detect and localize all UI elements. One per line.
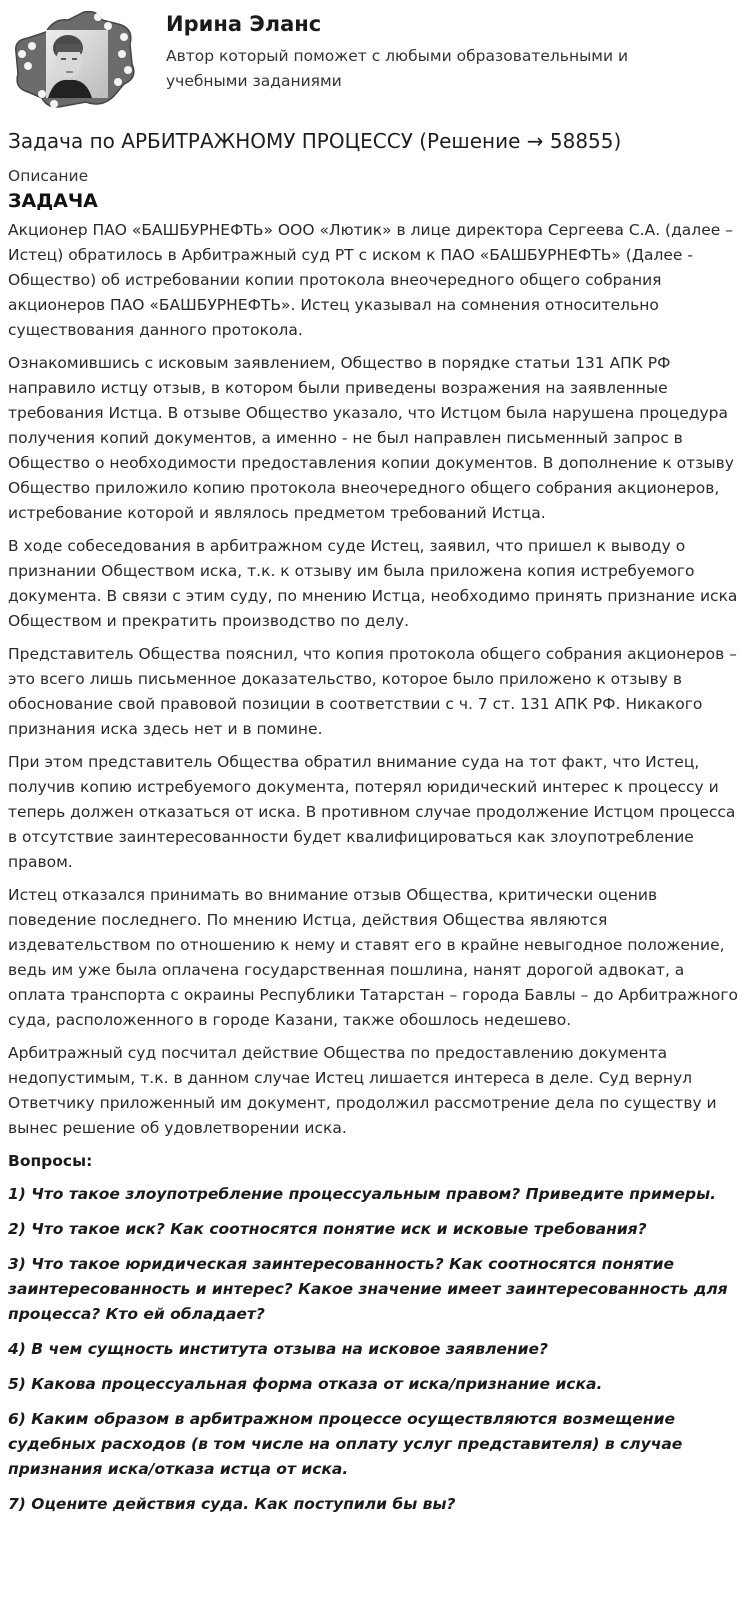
questions-label: Вопросы: bbox=[8, 1152, 93, 1170]
task-title: Задача по АРБИТРАЖНОМУ ПРОЦЕССУ (Решение → 58855) bbox=[8, 129, 622, 153]
question-item: 7) Оцените действия суда. Как поступили бы вы? bbox=[8, 1495, 456, 1513]
paragraph: Ознакомившись с исковым заявлением, Общество в порядке статьи 131 АПК РФ направило истцу отзыв, в котором были приведены возражения на заявленные требования Истца. В отзыве Общество указало, что Истцом была нарушена процедура получения копий документов, а именно - не был направлен письменный запрос в Общество о необходимости предоставления копии документов. В дополнение к отзыву Общество приложило копию протокола внеочередного общего собрания акционеров, истребование которой и являлось предметом требований Истца. bbox=[8, 354, 734, 522]
author-info bbox=[148, 4, 666, 94]
question-item: 5) Какова процессуальная форма отказа от иска/признание иска. bbox=[8, 1375, 603, 1393]
question-item: 4) В чем сущность института отзыва на исковое заявление? bbox=[8, 1340, 549, 1358]
author-avatar[interactable] bbox=[6, 4, 148, 112]
paragraph: Истец отказался принимать во внимание отзыв Общества, критически оценив поведение последнего. По мнению Истца, действия Общества являются издевательством по отношению к нему и ставят его в крайне невыгодное положение, ведь им уже была оплачена государственная пошлина, нанят дорогой адвокат, а оплата транспорта с окраины Республики Татарстан – города Бавлы – до Арбитражного суда, расположенного в городе Казани, также обошлось недешево. bbox=[8, 886, 739, 1029]
paragraph: В ходе собеседования в арбитражном суде Истец, заявил, что пришел к выводу о признании Обществом иска, т.к. к отзыву им была приложена копия истребуемого документа. В связи с этим суду, по мнению Истца, необходимо принять признание иска Обществом и прекратить производство по делу. bbox=[8, 537, 738, 630]
paragraph: Арбитражный суд посчитал действие Общества по предоставлению документа недопустимым, т.к. в данном случае Истец лишается интереса в деле. Суд вернул Ответчику приложенный им документ, продолжил рассмотрение дела по существу и вынес решение об удовлетворении иска. bbox=[8, 1044, 717, 1137]
paragraph: Представитель Общества пояснил, что копия протокола общего собрания акционеров – это всего лишь письменное доказательство, которое было приложено к отзыву в обоснование свой правовой позиции в соответствии с ч. 7 ст. 131 АПК РФ. Никакого признания иска здесь нет и в помине. bbox=[8, 645, 737, 738]
questions-list bbox=[8, 1182, 742, 1517]
question-item: 1) Что такое злоупотребление процессуальным правом? Приведите примеры. bbox=[8, 1185, 717, 1203]
author-name[interactable]: Ирина Эланс bbox=[166, 12, 322, 36]
question-item: 6) Каким образом в арбитражном процессе осуществляются возмещение судебных расходов (в том числе на оплату услуг представителя) в случае признания иска/отказа истца от иска. bbox=[8, 1410, 683, 1478]
author-photo-icon bbox=[6, 4, 148, 112]
question-item: 3) Что такое юридическая заинтересованность? Как соотносятся понятие заинтересованность и интерес? Какое значение имеет заинтересованность для процесса? Кто ей обладает? bbox=[8, 1255, 728, 1323]
paragraph: При этом представитель Общества обратил внимание суда на тот факт, что Истец, получив копию истребуемого документа, потерял юридический интерес к процессу и теперь должен отказаться от иска. В противном случае продолжение Истцом процесса в отсутствие заинтересованности будет квалифицироваться как злоупотребление правом. bbox=[8, 753, 736, 871]
paragraph: Акционер ПАО «БАШБУРНЕФТЬ» ООО «Лютик» в лице директора Сергеева С.А. (далее – Истец) обратилось в Арбитражный суд РТ с иском к ПАО «БАШБУРНЕФТЬ» (Далее - Общество) об истребовании копии протокола внеочередного общего собрания акционеров ПАО «БАШБУРНЕФТЬ». Истец указывал на сомнения относительно существования данного протокола. bbox=[8, 221, 733, 339]
task-body bbox=[8, 218, 742, 1141]
author-description: Автор который поможет с любыми образовательными и учебными заданиями bbox=[166, 47, 629, 90]
task-heading: ЗАДАЧА bbox=[8, 190, 98, 212]
question-item: 2) Что такое иск? Как соотносятся понятие иск и исковые требования? bbox=[8, 1220, 647, 1238]
description-label: Описание bbox=[8, 167, 89, 185]
author-header bbox=[8, 0, 742, 112]
